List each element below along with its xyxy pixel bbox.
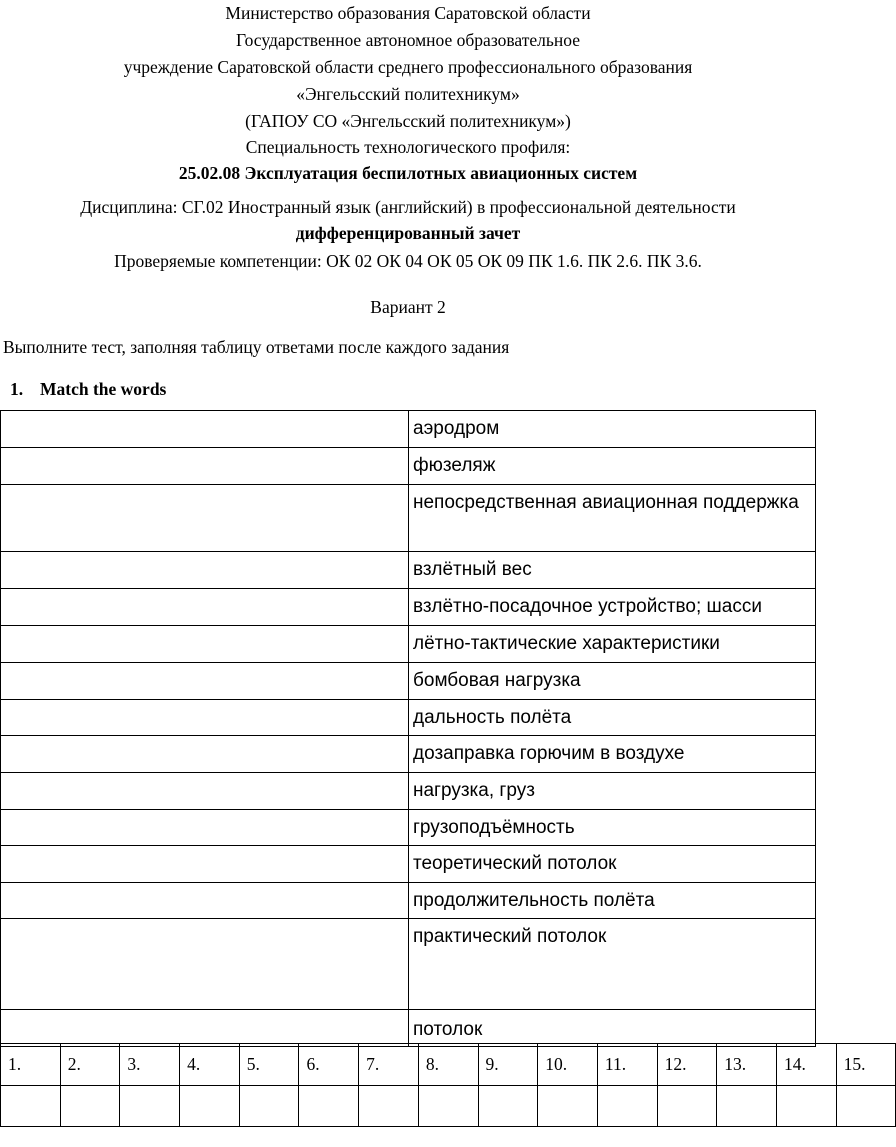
- answer-input-cell[interactable]: [239, 1086, 299, 1127]
- answer-numbers-row: [1, 1044, 896, 1086]
- answer-number: 10.: [538, 1044, 598, 1086]
- answer-cell[interactable]: [1, 919, 409, 1010]
- specialty-label: Специальность технологического профиля:: [245, 137, 571, 157]
- answer-cell[interactable]: [1, 846, 409, 883]
- answer-input-cell[interactable]: [776, 1086, 836, 1127]
- answer-cell[interactable]: [1, 736, 409, 773]
- term-cell: потолок: [409, 1010, 816, 1047]
- answer-input-cell[interactable]: [836, 1086, 896, 1127]
- table-row: [1, 736, 816, 773]
- institution-name: «Энгельсский политехникум»: [296, 84, 520, 104]
- table-row: [1, 411, 816, 448]
- answer-cell[interactable]: [1, 810, 409, 846]
- task-title: Match the words: [40, 379, 167, 399]
- ministry-line: Министерство образования Саратовской области: [225, 3, 591, 23]
- answer-number: 15.: [836, 1044, 896, 1086]
- table-row: [1, 883, 816, 919]
- answer-cell[interactable]: [1, 700, 409, 736]
- answer-cell[interactable]: [1, 626, 409, 663]
- table-row: [1, 448, 816, 485]
- table-row: [1, 810, 816, 846]
- specialty-title: 25.02.08 Эксплуатация беспилотных авиационных систем: [178, 163, 638, 183]
- term-cell: фюзеляж: [409, 448, 816, 485]
- answer-input-cell[interactable]: [60, 1086, 120, 1127]
- table-row: [1, 846, 816, 883]
- answer-input-cell[interactable]: [359, 1086, 419, 1127]
- answer-number: 8.: [418, 1044, 478, 1086]
- match-table: [0, 410, 816, 1047]
- answer-number: 9.: [478, 1044, 538, 1086]
- answer-cell[interactable]: [1, 773, 409, 810]
- term-cell: бомбовая нагрузка: [409, 663, 816, 700]
- answer-input-cell[interactable]: [538, 1086, 598, 1127]
- answer-cell[interactable]: [1, 411, 409, 448]
- answer-number: 3.: [120, 1044, 180, 1086]
- table-row: [1, 552, 816, 589]
- institution-line-1: Государственное автономное образовательное: [236, 30, 580, 50]
- table-row: [1, 773, 816, 810]
- answer-number: 4.: [180, 1044, 240, 1086]
- answer-cell[interactable]: [1, 485, 409, 552]
- answer-input-cell[interactable]: [657, 1086, 717, 1127]
- instruction-text: Выполните тест, заполняя таблицу ответами после каждого задания: [3, 337, 510, 357]
- answer-input-cell[interactable]: [478, 1086, 538, 1127]
- term-cell: взлётно-посадочное устройство; шасси: [409, 589, 816, 626]
- answer-cell[interactable]: [1, 589, 409, 626]
- table-row: [1, 700, 816, 736]
- answer-input-cell[interactable]: [180, 1086, 240, 1127]
- answer-number: 12.: [657, 1044, 717, 1086]
- answers-grid: [0, 1043, 896, 1127]
- table-row: [1, 663, 816, 700]
- answer-number: 1.: [1, 1044, 61, 1086]
- answer-input-cell[interactable]: [1, 1086, 61, 1127]
- answer-number: 2.: [60, 1044, 120, 1086]
- answer-cell[interactable]: [1, 663, 409, 700]
- term-cell: непосредственная авиационная поддержка: [409, 485, 816, 552]
- answer-number: 7.: [359, 1044, 419, 1086]
- institution-abbr: (ГАПОУ СО «Энгельсский политехникум»): [245, 111, 571, 131]
- term-cell: грузоподъёмность: [409, 810, 816, 846]
- variant-label: Вариант 2: [370, 297, 446, 317]
- answer-input-row: [1, 1086, 896, 1127]
- answer-cell[interactable]: [1, 1010, 409, 1047]
- answer-number: 11.: [597, 1044, 657, 1086]
- term-cell: аэродром: [409, 411, 816, 448]
- table-row: [1, 589, 816, 626]
- table-row: [1, 626, 816, 663]
- answer-cell[interactable]: [1, 448, 409, 485]
- task-heading: [10, 379, 166, 400]
- term-cell: практический потолок: [409, 919, 816, 1010]
- table-row: [1, 1010, 816, 1047]
- discipline-line: Дисциплина: СГ.02 Иностранный язык (английский) в профессиональной деятельности: [80, 197, 736, 217]
- term-cell: продолжительность полёта: [409, 883, 816, 919]
- answer-cell[interactable]: [1, 552, 409, 589]
- answer-input-cell[interactable]: [717, 1086, 777, 1127]
- term-cell: лётно-тактические характеристики: [409, 626, 816, 663]
- term-cell: теоретический потолок: [409, 846, 816, 883]
- term-cell: дозаправка горючим в воздухе: [409, 736, 816, 773]
- answer-input-cell[interactable]: [120, 1086, 180, 1127]
- answer-input-cell[interactable]: [597, 1086, 657, 1127]
- assessment-type: дифференцированный зачет: [295, 223, 521, 243]
- institution-line-2: учреждение Саратовской области среднего профессионального образования: [123, 57, 693, 77]
- answer-number: 14.: [776, 1044, 836, 1086]
- task-number: 1.: [10, 379, 24, 399]
- table-row: [1, 485, 816, 552]
- answer-cell[interactable]: [1, 883, 409, 919]
- answer-number: 13.: [717, 1044, 777, 1086]
- competencies-line: Проверяемые компетенции: ОК 02 ОК 04 ОК 05 ОК 09 ПК 1.6. ПК 2.6. ПК 3.6.: [114, 251, 702, 271]
- term-cell: взлётный вес: [409, 552, 816, 589]
- term-cell: дальность полёта: [409, 700, 816, 736]
- table-row: [1, 919, 816, 1010]
- answer-number: 6.: [299, 1044, 359, 1086]
- answer-input-cell[interactable]: [418, 1086, 478, 1127]
- answer-input-cell[interactable]: [299, 1086, 359, 1127]
- term-cell: нагрузка, груз: [409, 773, 816, 810]
- answer-number: 5.: [239, 1044, 299, 1086]
